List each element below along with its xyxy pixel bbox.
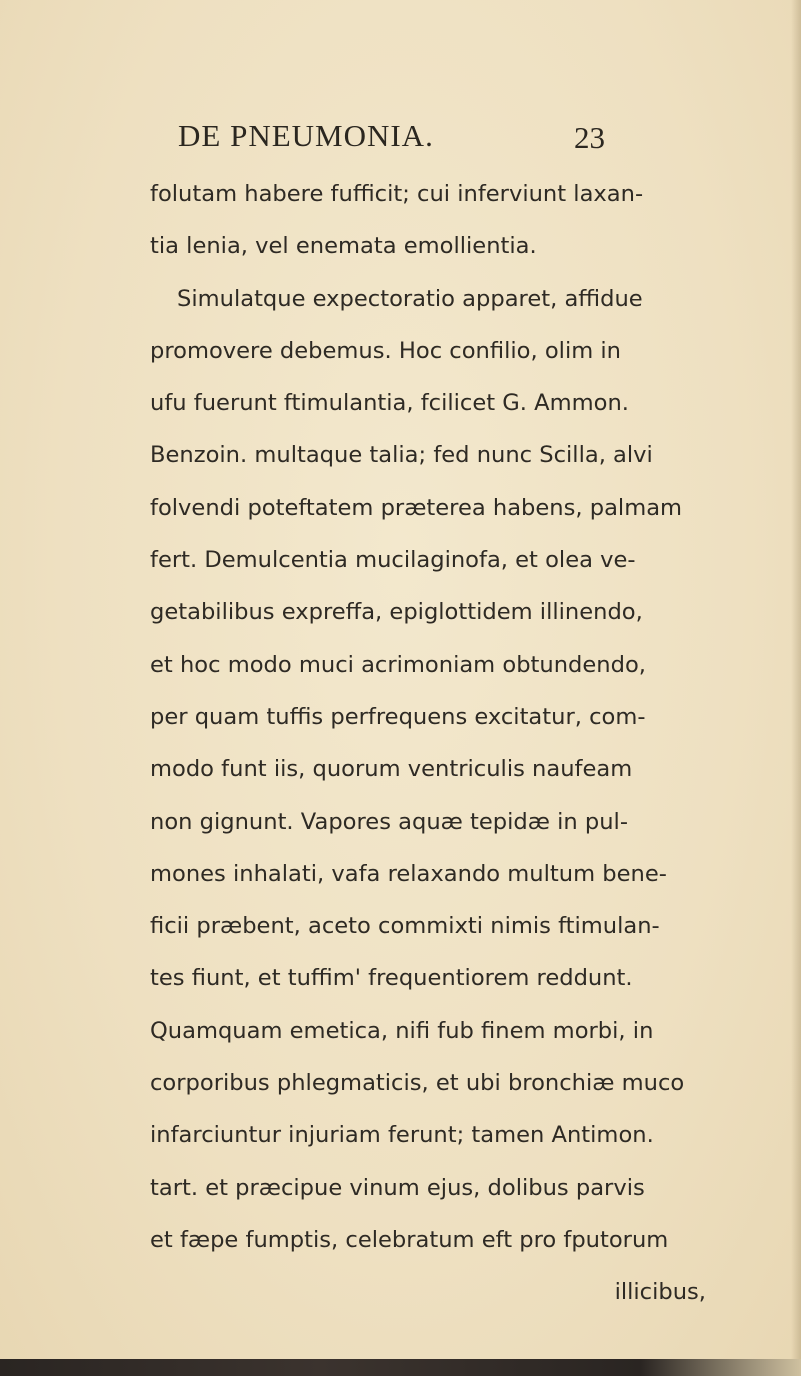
running-head: DE PNEUMONIA. [178, 118, 434, 153]
body-text [150, 168, 710, 1319]
text-line: tart. et præcipue vinum ejus, dolibus parvis [150, 1174, 645, 1201]
text-line: Benzoin. multaque talia; fed nunc Scilla, alvi [150, 442, 653, 469]
paragraph-start-line: Simulatque expectoratio apparet, affidue [177, 285, 643, 312]
text-line: tes fiunt, et tuffim' frequentiorem reddunt. [150, 965, 633, 992]
catchword: illicibus, [614, 1279, 706, 1306]
scan-bottom-edge [0, 1359, 801, 1376]
text-line: promovere debemus. Hoc confilio, olim in [150, 337, 622, 364]
text-line: ficii præbent, aceto commixti nimis ftimulan- [150, 913, 660, 940]
text-line: folvendi poteftatem præterea habens, palmam [150, 494, 683, 521]
text-line: mones inhalati, vafa relaxando multum bene- [150, 860, 667, 887]
text-line: ufu fuerunt ftimulantia, fcilicet G. Ammon. [150, 390, 629, 417]
text-line: et hoc modo muci acrimoniam obtundendo, [150, 651, 646, 678]
text-line: modo funt iis, quorum ventriculis naufeam [150, 756, 633, 783]
page-number: 23 [574, 120, 605, 155]
page-edge-shadow [791, 0, 801, 1376]
text-line: infarciuntur injuriam ferunt; tamen Antimon. [150, 1122, 654, 1149]
text-line: tia lenia, vel enemata emollientia. [150, 233, 537, 260]
text-line: non gignunt. Vapores aquæ tepidæ in pul- [150, 808, 628, 835]
text-line: fert. Demulcentia mucilaginofa, et olea ve- [150, 547, 636, 574]
text-line: folutam habere fufficit; cui inferviunt laxan- [150, 181, 644, 207]
text-line: et fæpe fumptis, celebratum eft pro fputorum [150, 1226, 669, 1253]
text-line: per quam tuffis perfrequens excitatur, com- [150, 703, 646, 730]
text-line: corporibus phlegmaticis, et ubi bronchiæ muco [150, 1070, 685, 1097]
text-line: getabilibus expreffa, epiglottidem illinendo, [150, 599, 643, 626]
text-line: Quamquam emetica, nifi fub finem morbi, in [150, 1017, 654, 1044]
